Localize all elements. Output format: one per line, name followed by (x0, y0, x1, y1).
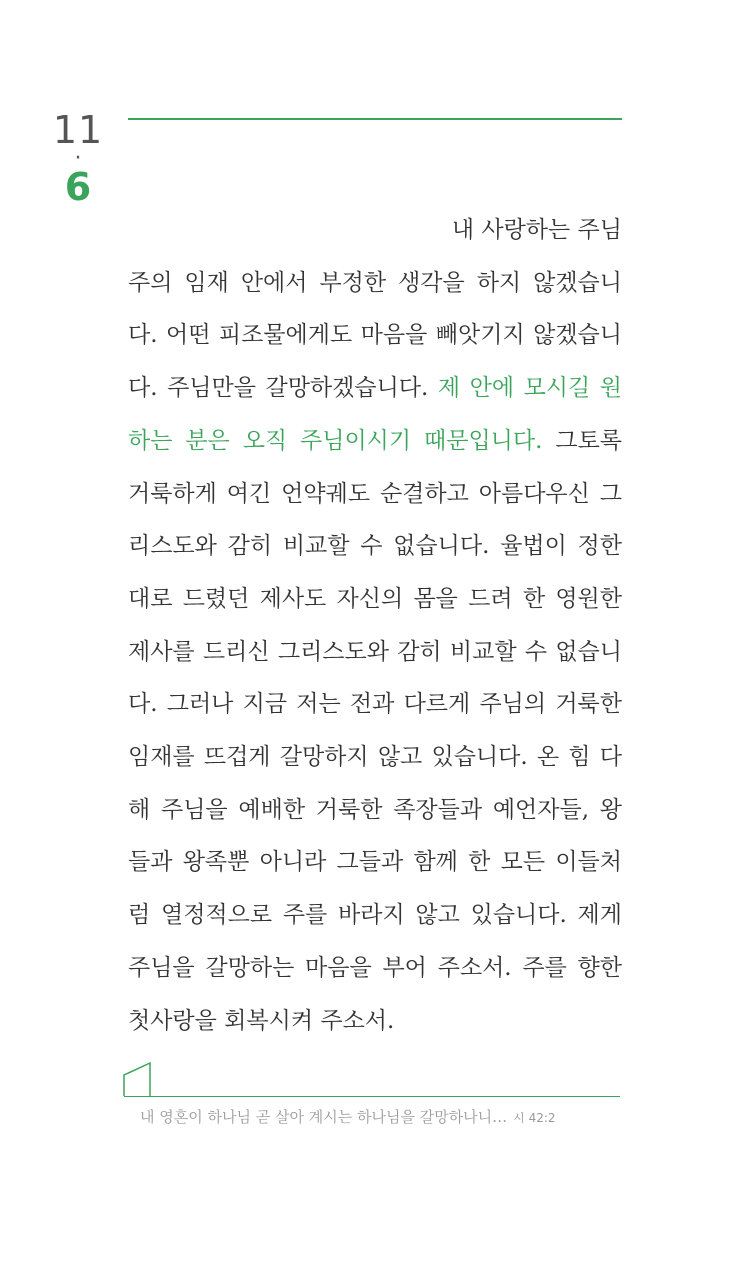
footer-verse-text: 내 영혼이 하나님 곧 살아 계시는 하나님을 갈망하나니… (140, 1108, 508, 1126)
prayer-text-after: 그토록 거룩하게 여긴 언약궤도 순결하고 아름다우신 그리스도와 감히 비교할 수 없습니다. 율법이 정한 대로 드렸던 제사도 자신의 몸을 드려 한 영원한 제사를 드리신 그리스도와 감히 비교할 수 없습니다. 그러나 지금 저는 전과 다르게 주님의 거룩한 임재를 뜨겁게 갈망하지 않고 있습니다. 온 힘 다해 주님을 예배한 거룩한 족장들과 예언자들, 왕들과 왕족뿐 아니라 그들과 함께 한 모든 이들처럼 열정적으로 주를 바라지 않고 있습니다. 제게 주님을 갈망하는 마음을 부어 주소서. 주를 향한 첫사랑을 회복시켜 주소서. (128, 427, 622, 1034)
date-day: 6 (64, 165, 92, 209)
date-separator: · (74, 146, 82, 171)
bookmark-icon (122, 1061, 154, 1097)
prayer-body (128, 204, 622, 1047)
date-block (52, 108, 104, 208)
date-month: 11 (52, 108, 104, 152)
footer-divider (124, 1096, 620, 1097)
top-divider (128, 118, 622, 120)
footer-verse (140, 1106, 556, 1127)
prayer-heading: 내 사랑하는 주님 (451, 217, 622, 243)
prayer-text-before: 주의 임재 안에서 부정한 생각을 하지 않겠습니다. 어떤 피조물에게도 마음을 빼앗기지 않겠습니다. 주님만을 갈망하겠습니다. (128, 269, 622, 402)
footer-verse-reference: 시 42:2 (513, 1111, 556, 1125)
prayer-highlight: 제 안에 모시길 원하는 분은 오직 주님이시기 때문입니다. (128, 375, 622, 454)
